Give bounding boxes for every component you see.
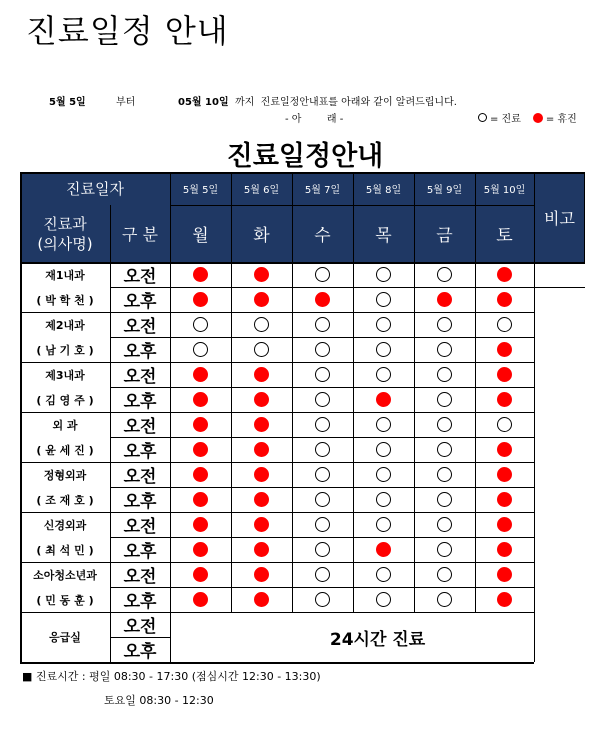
closed-dot — [231, 437, 292, 462]
open-circle — [414, 587, 475, 612]
closed-dot — [475, 487, 534, 512]
closed-dot-icon — [193, 542, 208, 557]
closed-dot — [170, 512, 231, 537]
open-circle-icon — [315, 392, 330, 407]
closed-dot — [231, 262, 292, 287]
closed-dot — [475, 587, 534, 612]
grid-line — [292, 172, 293, 612]
closed-dot-icon — [497, 367, 512, 382]
open-circle-icon — [437, 492, 452, 507]
open-circle-icon — [437, 542, 452, 557]
header-weekday: 화 — [231, 205, 292, 262]
open-circle — [353, 262, 414, 287]
am-label: 오전 — [123, 617, 157, 637]
closed-dot-icon — [497, 567, 512, 582]
open-circle-icon — [437, 592, 452, 607]
open-circle — [292, 312, 353, 337]
closed-dot — [353, 387, 414, 412]
dept-doctor: ( 최 석 민 ) — [36, 543, 94, 557]
closed-dot — [231, 462, 292, 487]
header-date: 5월 5일 — [170, 172, 231, 205]
open-circle-icon — [437, 442, 452, 457]
grid-line — [475, 172, 476, 612]
grid-line — [231, 172, 232, 612]
closed-dot-icon — [254, 542, 269, 557]
dept-name: 제3내과 — [45, 368, 85, 382]
open-circle-icon — [193, 342, 208, 357]
closed-dot-icon — [497, 292, 512, 307]
closed-dot-icon — [193, 467, 208, 482]
open-circle — [414, 512, 475, 537]
header-date: 5월 10일 — [475, 172, 534, 205]
closed-dot — [231, 562, 292, 587]
open-circle — [414, 537, 475, 562]
closed-dot — [475, 462, 534, 487]
open-circle-icon — [437, 342, 452, 357]
open-circle-icon — [376, 267, 391, 282]
header-date: 5월 6일 — [231, 172, 292, 205]
closed-dot — [231, 487, 292, 512]
open-circle — [414, 487, 475, 512]
open-circle-icon — [315, 442, 330, 457]
open-circle-icon — [376, 467, 391, 482]
open-circle — [414, 412, 475, 437]
closed-dot-icon — [193, 267, 208, 282]
closed-dot — [475, 287, 534, 312]
open-circle — [353, 362, 414, 387]
closed-dot-icon — [193, 592, 208, 607]
closed-dot — [475, 362, 534, 387]
am-label: 오전 — [123, 317, 157, 337]
closed-dot — [231, 412, 292, 437]
closed-dot — [231, 587, 292, 612]
header-date: 5월 7일 — [292, 172, 353, 205]
closed-dot — [292, 287, 353, 312]
closed-dot — [475, 512, 534, 537]
open-circle-icon — [193, 317, 208, 332]
closed-dot — [231, 387, 292, 412]
closed-dot — [231, 287, 292, 312]
pm-label: 오후 — [123, 392, 157, 412]
closed-dot-icon — [437, 292, 452, 307]
header-date: 5월 8일 — [353, 172, 414, 205]
closed-dot — [475, 437, 534, 462]
open-circle — [414, 462, 475, 487]
grid-line — [110, 437, 534, 438]
open-circle-icon — [437, 517, 452, 532]
open-circle — [292, 462, 353, 487]
open-circle — [292, 512, 353, 537]
open-circle-icon — [315, 342, 330, 357]
footer-hours-weekday: ■ 진료시간 : 평일 08:30 - 17:30 (점심시간 12:30 - 13:30) — [22, 670, 321, 683]
closed-dot — [353, 537, 414, 562]
legend — [478, 110, 577, 125]
closed-dot — [170, 462, 231, 487]
closed-dot — [170, 362, 231, 387]
open-circle-icon — [497, 317, 512, 332]
pm-label: 오후 — [123, 292, 157, 312]
pm-label: 오후 — [123, 492, 157, 512]
closed-dot — [170, 287, 231, 312]
open-circle-icon — [437, 567, 452, 582]
open-circle — [353, 587, 414, 612]
open-circle — [292, 562, 353, 587]
pm-label: 오후 — [123, 592, 157, 612]
closed-dot-icon — [376, 542, 391, 557]
closed-dot — [170, 262, 231, 287]
grid-line — [110, 637, 170, 638]
closed-dot — [231, 362, 292, 387]
square-bullet-icon: ■ — [22, 670, 33, 683]
dept-doctor: ( 윤 세 진 ) — [36, 443, 94, 457]
closed-dot-icon — [497, 542, 512, 557]
closed-dot — [475, 337, 534, 362]
grid-line — [110, 487, 534, 488]
closed-dot — [475, 537, 534, 562]
closed-dot — [170, 412, 231, 437]
open-circle — [292, 387, 353, 412]
dept-name: 소아청소년과 — [33, 568, 97, 582]
dept-doctor: ( 민 동 훈 ) — [36, 593, 94, 607]
closed-dot — [170, 537, 231, 562]
grid-line — [20, 172, 585, 174]
closed-dot — [170, 437, 231, 462]
header-weekday: 토 — [475, 205, 534, 262]
header-dept-label: 진료과 (의사명) — [20, 205, 110, 262]
open-circle-icon — [315, 467, 330, 482]
open-circle-icon — [315, 492, 330, 507]
intro-text: 까지 진료일정안내표를 아래와 같이 알려드립니다. — [235, 97, 457, 108]
closed-dot-icon — [193, 367, 208, 382]
closed-dot — [231, 537, 292, 562]
closed-dot — [475, 387, 534, 412]
grid-line — [353, 172, 354, 612]
dept-doctor: ( 남 기 호 ) — [36, 343, 94, 357]
pm-label: 오후 — [123, 642, 157, 662]
dept-name: 제2내과 — [45, 318, 85, 332]
open-circle-icon — [437, 367, 452, 382]
am-label: 오전 — [123, 467, 157, 487]
open-circle — [475, 312, 534, 337]
closed-dot-icon — [497, 467, 512, 482]
open-circle — [414, 337, 475, 362]
header-note-label: 비고 — [534, 172, 585, 262]
header-date: 5월 9일 — [414, 172, 475, 205]
emergency-name: 응급실 — [49, 631, 81, 644]
open-circle-icon — [376, 442, 391, 457]
open-circle — [353, 412, 414, 437]
dept-name: 재1내과 — [45, 268, 85, 282]
grid-line — [20, 312, 534, 313]
open-circle-icon — [254, 342, 269, 357]
closed-dot-icon — [193, 567, 208, 582]
open-circle — [292, 537, 353, 562]
closed-dot-icon — [497, 267, 512, 282]
grid-line — [534, 172, 535, 662]
open-circle — [231, 312, 292, 337]
open-circle-icon — [478, 113, 487, 122]
closed-dot-icon — [254, 267, 269, 282]
grid-line — [110, 387, 534, 388]
open-circle-icon — [497, 417, 512, 432]
closed-dot-icon — [254, 367, 269, 382]
closed-dot-icon — [254, 417, 269, 432]
closed-dot-icon — [497, 392, 512, 407]
closed-dot-icon — [497, 592, 512, 607]
table-title: 진료일정안내 — [226, 141, 384, 172]
footer-hours-saturday: 토요일 08:30 - 12:30 — [104, 694, 214, 707]
open-circle-icon — [315, 592, 330, 607]
open-circle — [414, 437, 475, 462]
closed-dot-icon — [193, 292, 208, 307]
start-date: 5월 5일 — [49, 97, 86, 108]
open-circle — [292, 337, 353, 362]
open-circle-icon — [376, 367, 391, 382]
closed-dot-icon — [533, 113, 543, 123]
open-circle — [231, 337, 292, 362]
grid-line — [20, 172, 22, 662]
open-circle — [414, 387, 475, 412]
dept-name: 신경외과 — [43, 518, 87, 532]
end-date: 05월 10일 — [178, 97, 229, 108]
open-circle — [170, 312, 231, 337]
open-circle-icon — [437, 317, 452, 332]
am-label: 오전 — [123, 367, 157, 387]
open-circle — [170, 337, 231, 362]
open-circle-icon — [376, 317, 391, 332]
closed-dot-icon — [254, 442, 269, 457]
open-circle — [292, 587, 353, 612]
closed-dot-icon — [193, 392, 208, 407]
closed-dot-icon — [254, 492, 269, 507]
closed-dot-icon — [315, 292, 330, 307]
closed-dot-icon — [193, 442, 208, 457]
open-circle-icon — [376, 567, 391, 582]
open-circle-icon — [315, 367, 330, 382]
open-circle — [414, 262, 475, 287]
page-title: 진료일정 안내 — [26, 12, 229, 50]
grid-line — [110, 587, 534, 588]
pm-label: 오후 — [123, 342, 157, 362]
closed-dot — [414, 287, 475, 312]
open-circle — [475, 412, 534, 437]
grid-line — [110, 337, 534, 338]
sub-heading: - 아 래 - — [285, 114, 344, 125]
open-circle — [414, 562, 475, 587]
closed-dot — [475, 262, 534, 287]
open-circle — [353, 512, 414, 537]
legend-open-label: = 진료 — [490, 114, 521, 125]
grid-line — [20, 262, 585, 264]
closed-dot-icon — [193, 517, 208, 532]
am-label: 오전 — [123, 517, 157, 537]
schedule-table — [20, 172, 585, 662]
pm-label: 오후 — [123, 542, 157, 562]
closed-dot-icon — [193, 492, 208, 507]
open-circle-icon — [376, 417, 391, 432]
grid-line — [110, 205, 111, 662]
open-circle-icon — [315, 317, 330, 332]
open-circle — [292, 262, 353, 287]
grid-line — [584, 172, 585, 262]
grid-line — [20, 512, 534, 513]
closed-dot-icon — [193, 417, 208, 432]
header-weekday: 월 — [170, 205, 231, 262]
closed-dot-icon — [497, 342, 512, 357]
closed-dot — [170, 487, 231, 512]
dept-name: 정형외과 — [43, 468, 87, 482]
header-weekday: 수 — [292, 205, 353, 262]
pm-label: 오후 — [123, 442, 157, 462]
closed-dot — [231, 512, 292, 537]
header-weekday: 목 — [353, 205, 414, 262]
open-circle — [414, 362, 475, 387]
from-label: 부터 — [116, 97, 136, 108]
open-circle-icon — [437, 267, 452, 282]
open-circle — [353, 562, 414, 587]
header-date-label: 진료일자 — [20, 172, 170, 205]
closed-dot-icon — [497, 492, 512, 507]
open-circle — [353, 462, 414, 487]
closed-dot-icon — [254, 517, 269, 532]
closed-dot-icon — [254, 392, 269, 407]
grid-line — [170, 205, 534, 206]
open-circle-icon — [376, 492, 391, 507]
am-label: 오전 — [123, 267, 157, 287]
open-circle-icon — [437, 392, 452, 407]
open-circle-icon — [315, 417, 330, 432]
open-circle-icon — [315, 542, 330, 557]
grid-line — [20, 462, 534, 463]
closed-dot-icon — [254, 592, 269, 607]
grid-line — [20, 362, 534, 363]
emergency-text: 24시간 진료 — [329, 629, 426, 650]
open-circle — [414, 312, 475, 337]
am-label: 오전 — [123, 567, 157, 587]
open-circle — [353, 337, 414, 362]
open-circle-icon — [315, 517, 330, 532]
grid-line — [414, 172, 415, 612]
closed-dot — [170, 387, 231, 412]
open-circle-icon — [315, 267, 330, 282]
open-circle-icon — [376, 292, 391, 307]
closed-dot — [170, 587, 231, 612]
grid-line — [534, 287, 585, 288]
grid-line — [20, 412, 534, 413]
open-circle-icon — [254, 317, 269, 332]
header-type-label: 구 분 — [110, 205, 170, 262]
open-circle-icon — [437, 417, 452, 432]
open-circle — [292, 487, 353, 512]
open-circle — [292, 437, 353, 462]
dept-doctor: ( 박 학 천 ) — [36, 293, 94, 307]
open-circle — [353, 487, 414, 512]
grid-line — [110, 537, 534, 538]
closed-dot-icon — [376, 392, 391, 407]
open-circle-icon — [376, 342, 391, 357]
am-label: 오전 — [123, 417, 157, 437]
closed-dot-icon — [254, 467, 269, 482]
open-circle — [292, 362, 353, 387]
closed-dot-icon — [497, 517, 512, 532]
grid-line — [110, 287, 534, 288]
grid-line — [170, 172, 171, 662]
open-circle-icon — [376, 592, 391, 607]
closed-dot-icon — [497, 442, 512, 457]
dept-name: 외 과 — [52, 418, 78, 432]
closed-dot-icon — [254, 292, 269, 307]
grid-line — [20, 612, 534, 613]
closed-dot — [475, 562, 534, 587]
open-circle — [353, 287, 414, 312]
closed-dot — [170, 562, 231, 587]
open-circle-icon — [437, 467, 452, 482]
dept-doctor: ( 김 영 주 ) — [36, 393, 94, 407]
open-circle-icon — [376, 517, 391, 532]
dept-doctor: ( 조 재 호 ) — [36, 493, 94, 507]
open-circle — [353, 312, 414, 337]
grid-line — [20, 662, 534, 664]
open-circle — [353, 437, 414, 462]
closed-dot-icon — [254, 567, 269, 582]
open-circle — [292, 412, 353, 437]
header-weekday: 금 — [414, 205, 475, 262]
legend-closed-label: = 휴진 — [545, 114, 577, 125]
open-circle-icon — [315, 567, 330, 582]
grid-line — [20, 562, 534, 563]
